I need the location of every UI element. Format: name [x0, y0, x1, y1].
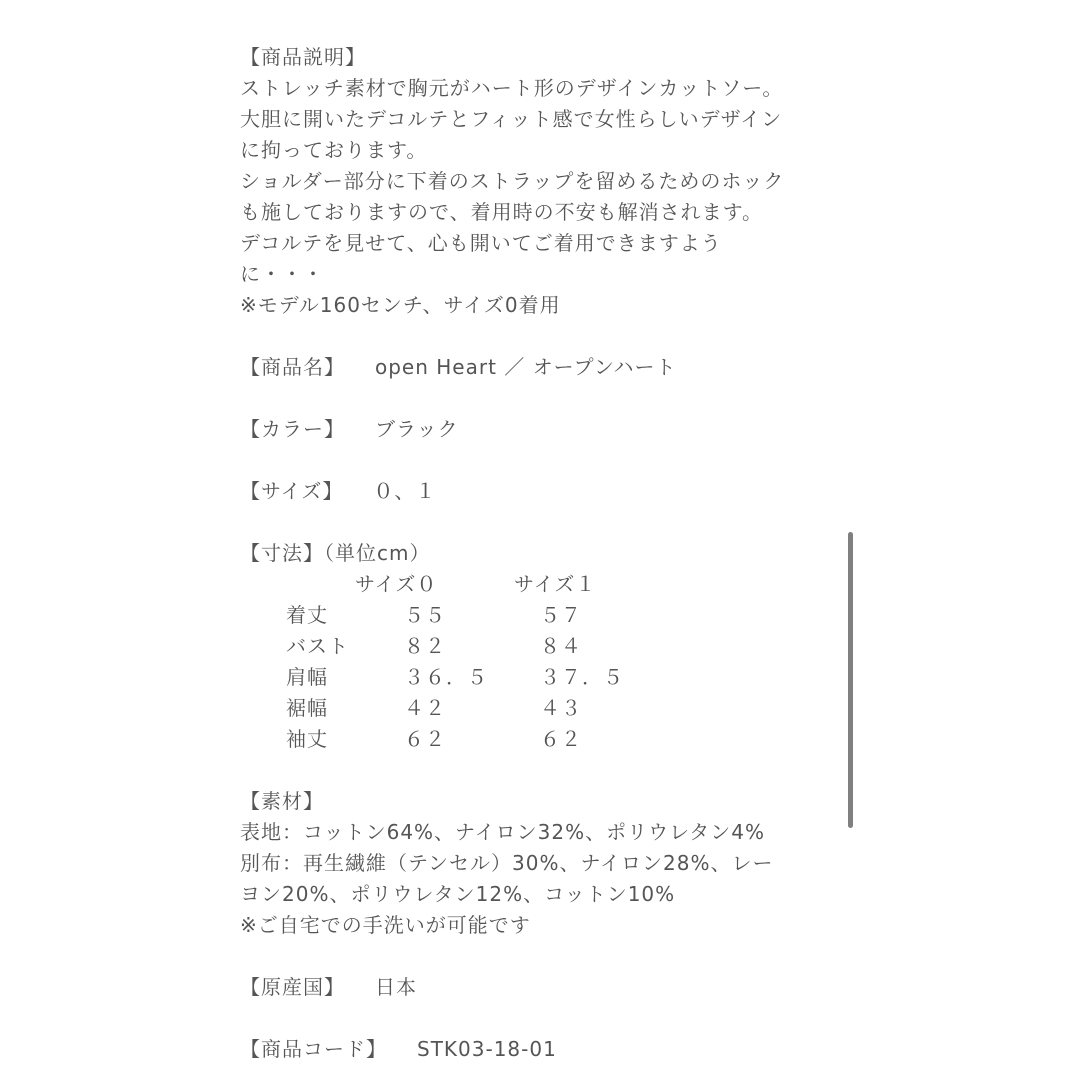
description-line: ストレッチ素材で胸元がハート形のデザインカットソー。 — [240, 76, 784, 100]
description-line: に・・・ — [240, 262, 324, 286]
size-row — [240, 476, 840, 507]
care-note: ※ご自宅での手洗いが可能です — [240, 913, 531, 937]
material-line: 表地：コットン64%、ナイロン32%、ポリウレタン4% — [240, 820, 766, 844]
product-code-value: STK03-18-01 — [417, 1037, 557, 1061]
table-header-row — [240, 569, 840, 600]
size-label: 【サイズ】 — [240, 479, 344, 503]
color-row — [240, 414, 840, 445]
origin-value: 日本 — [375, 975, 417, 999]
row-label: 着丈 — [286, 603, 328, 627]
model-note: ※モデル160センチ、サイズ0着用 — [240, 293, 561, 317]
size-1-value: ６２ — [540, 727, 582, 751]
table-row — [240, 662, 840, 693]
size-value: ０、１ — [373, 479, 437, 503]
product-name-value: open Heart ／ オープンハート — [375, 355, 677, 379]
spacer — [240, 507, 840, 538]
row-label: 肩幅 — [286, 665, 328, 689]
spacer — [240, 1003, 840, 1034]
product-code-row — [240, 1034, 840, 1065]
material-line: 別布：再生繊維（テンセル）30%、ナイロン28%、レー — [240, 851, 774, 875]
size-1-value: ４３ — [540, 696, 582, 720]
description-line: も施しておりますので、着用時の不安も解消されます。 — [240, 200, 763, 224]
description-line: に拘っております。 — [240, 138, 428, 162]
spacer — [240, 383, 840, 414]
description-line: ショルダー部分に下着のストラップを留めるためのホック — [240, 169, 785, 193]
product-description-text — [240, 42, 840, 1065]
column-header-size-0: サイズ０ — [355, 572, 438, 596]
vertical-scrollbar[interactable] — [848, 532, 853, 828]
spacer — [240, 445, 840, 476]
color-label: 【カラー】 — [240, 417, 345, 441]
table-row — [240, 600, 840, 631]
row-label: 裾幅 — [286, 696, 328, 720]
size-0-value: ３６．５ — [404, 665, 488, 689]
origin-label: 【原産国】 — [240, 975, 345, 999]
product-name-label: 【商品名】 — [240, 355, 345, 379]
size-1-value: ５７ — [540, 603, 582, 627]
table-row — [240, 693, 840, 724]
origin-row — [240, 972, 840, 1003]
row-label: 袖丈 — [286, 727, 328, 751]
size-1-value: ３７．５ — [540, 665, 624, 689]
description-heading: 【商品説明】 — [240, 45, 366, 69]
material-line: ヨン20%、ポリウレタン12%、コットン10% — [240, 882, 676, 906]
size-0-value: ６２ — [404, 727, 446, 751]
dimensions-table — [240, 569, 840, 755]
size-1-value: ８４ — [540, 634, 582, 658]
dimensions-heading: 【寸法】（単位cm） — [240, 541, 431, 565]
table-row — [240, 724, 840, 755]
material-heading: 【素材】 — [240, 789, 324, 813]
description-line: 大胆に開いたデコルテとフィット感で女性らしいデザイン — [240, 107, 783, 131]
description-line: デコルテを見せて、心も開いてご着用できますよう — [240, 231, 722, 255]
row-label: バスト — [286, 634, 349, 658]
spacer — [240, 321, 840, 352]
size-0-value: ５５ — [404, 603, 446, 627]
table-row — [240, 631, 840, 662]
color-value: ブラック — [375, 417, 459, 441]
size-0-value: ８２ — [404, 634, 446, 658]
spacer — [240, 941, 840, 972]
product-code-label: 【商品コード】 — [240, 1037, 387, 1061]
product-name-row — [240, 352, 840, 383]
spacer — [240, 755, 840, 786]
size-0-value: ４２ — [404, 696, 446, 720]
column-header-size-1: サイズ１ — [514, 572, 597, 596]
